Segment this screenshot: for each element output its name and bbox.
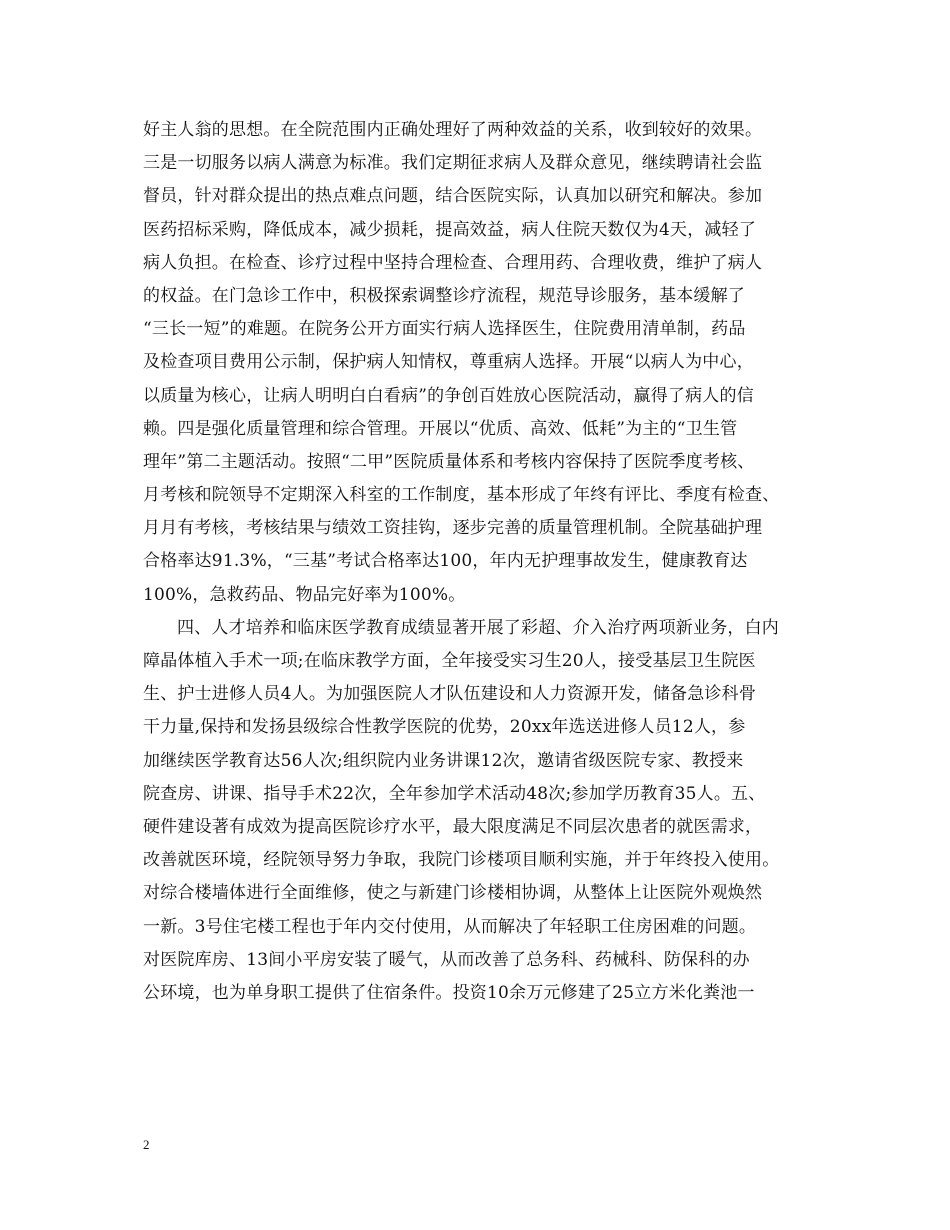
page-number: 2 (143, 1137, 150, 1152)
text-line: 医药招标采购，降低成本，减少损耗，提高效益，病人住院天数仅为4天，减轻了 (143, 219, 757, 240)
text-line: 病人负担。在检查、诊疗过程中坚持合理检查、合理用药、合理收费，维护了病人 (143, 252, 763, 273)
text-line: 对医院库房、13间小平房安装了暖气，从而改善了总务科、药械科、防保科的办 (143, 949, 750, 970)
paragraph-start-line: 四、人才培养和临床医学教育成绩显著开展了彩超、介入治疗两项新业务，白内 (177, 617, 779, 638)
text-line: 赖。四是强化质量管理和综合管理。开展以“优质、高效、低耗”为主的“卫生管 (143, 418, 738, 439)
text-line: 公环境，也为单身职工提供了住宿条件。投资10余万元修建了25立方米化粪池一 (143, 982, 755, 1003)
text-line: 好主人翁的思想。在全院范围内正确处理好了两种效益的关系，收到较好的效果。 (143, 120, 763, 140)
text-line: 以质量为核心，让病人明明白白看病”的争创百姓放心医院活动，赢得了病人的信 (143, 385, 754, 406)
text-line: 月考核和院领导不定期深入科室的工作制度，基本形成了年终有评比、季度有检查、 (143, 485, 780, 506)
text-line: 院查房、讲课、指导手术22次，全年参加学术活动48次;参加学历教育35人。五、 (143, 783, 766, 804)
text-line: 合格率达91.3%，“三基”考试合格率达100，年内无护理事故发生，健康教育达 (143, 551, 748, 572)
text-line: 月月有考核，考核结果与绩效工资挂钩，逐步完善的质量管理机制。全院基础护理 (143, 518, 763, 539)
text-line: 及检查项目费用公示制，保护病人知情权，尊重病人选择。开展“以病人为中心， (143, 352, 754, 373)
text-line: 理年”第二主题活动。按照“二甲”医院质量体系和考核内容保持了医院季度考核、 (143, 451, 755, 472)
body-text (143, 114, 843, 1010)
text-line: 生、护士进修人员4人。为加强医院人才队伍建设和人力资源开发，储备急诊科骨 (143, 684, 757, 705)
text-line: “三长一短”的难题。在院务公开方面实行病人选择医生，住院费用清单制，药品 (143, 319, 746, 340)
text-line: 干力量,保持和发扬县级综合性教学医院的优势，20xx年选送进修人员12人，参 (143, 717, 746, 738)
text-line: 障晶体植入手术一项;在临床教学方面，全年接受实习生20人，接受基层卫生院医 (143, 651, 756, 671)
text-line: 一新。3号住宅楼工程也于年内交付使用，从而解决了年轻职工住房困难的问题。 (143, 916, 757, 937)
text-line: 的权益。在门急诊工作中，积极探索调整诊疗流程，规范导诊服务，基本缓解了 (143, 285, 745, 306)
text-line: 督员，针对群众提出的热点难点问题，结合医院实际，认真加以研究和解决。参加 (143, 186, 763, 207)
text-line: 加继续医学教育达56人次;组织院内业务讲课12次，邀请省级医院专家、教授来 (143, 750, 744, 771)
text-line: 100%，急救药品、物品完好率为100%。 (143, 584, 466, 605)
text-line: 改善就医环境，经院领导努力争取，我院门诊楼项目顺利实施，并于年终投入使用。 (143, 850, 780, 871)
text-line: 硬件建设著有成效为提高医院诊疗水平，最大限度满足不同层次患者的就医需求， (143, 816, 763, 837)
text-line: 对综合楼墙体进行全面维修，使之与新建门诊楼相协调，从整体上让医院外观焕然 (143, 883, 763, 904)
text-line: 三是一切服务以病人满意为标准。我们定期征求病人及群众意见，继续聘请社会监 (143, 153, 763, 174)
